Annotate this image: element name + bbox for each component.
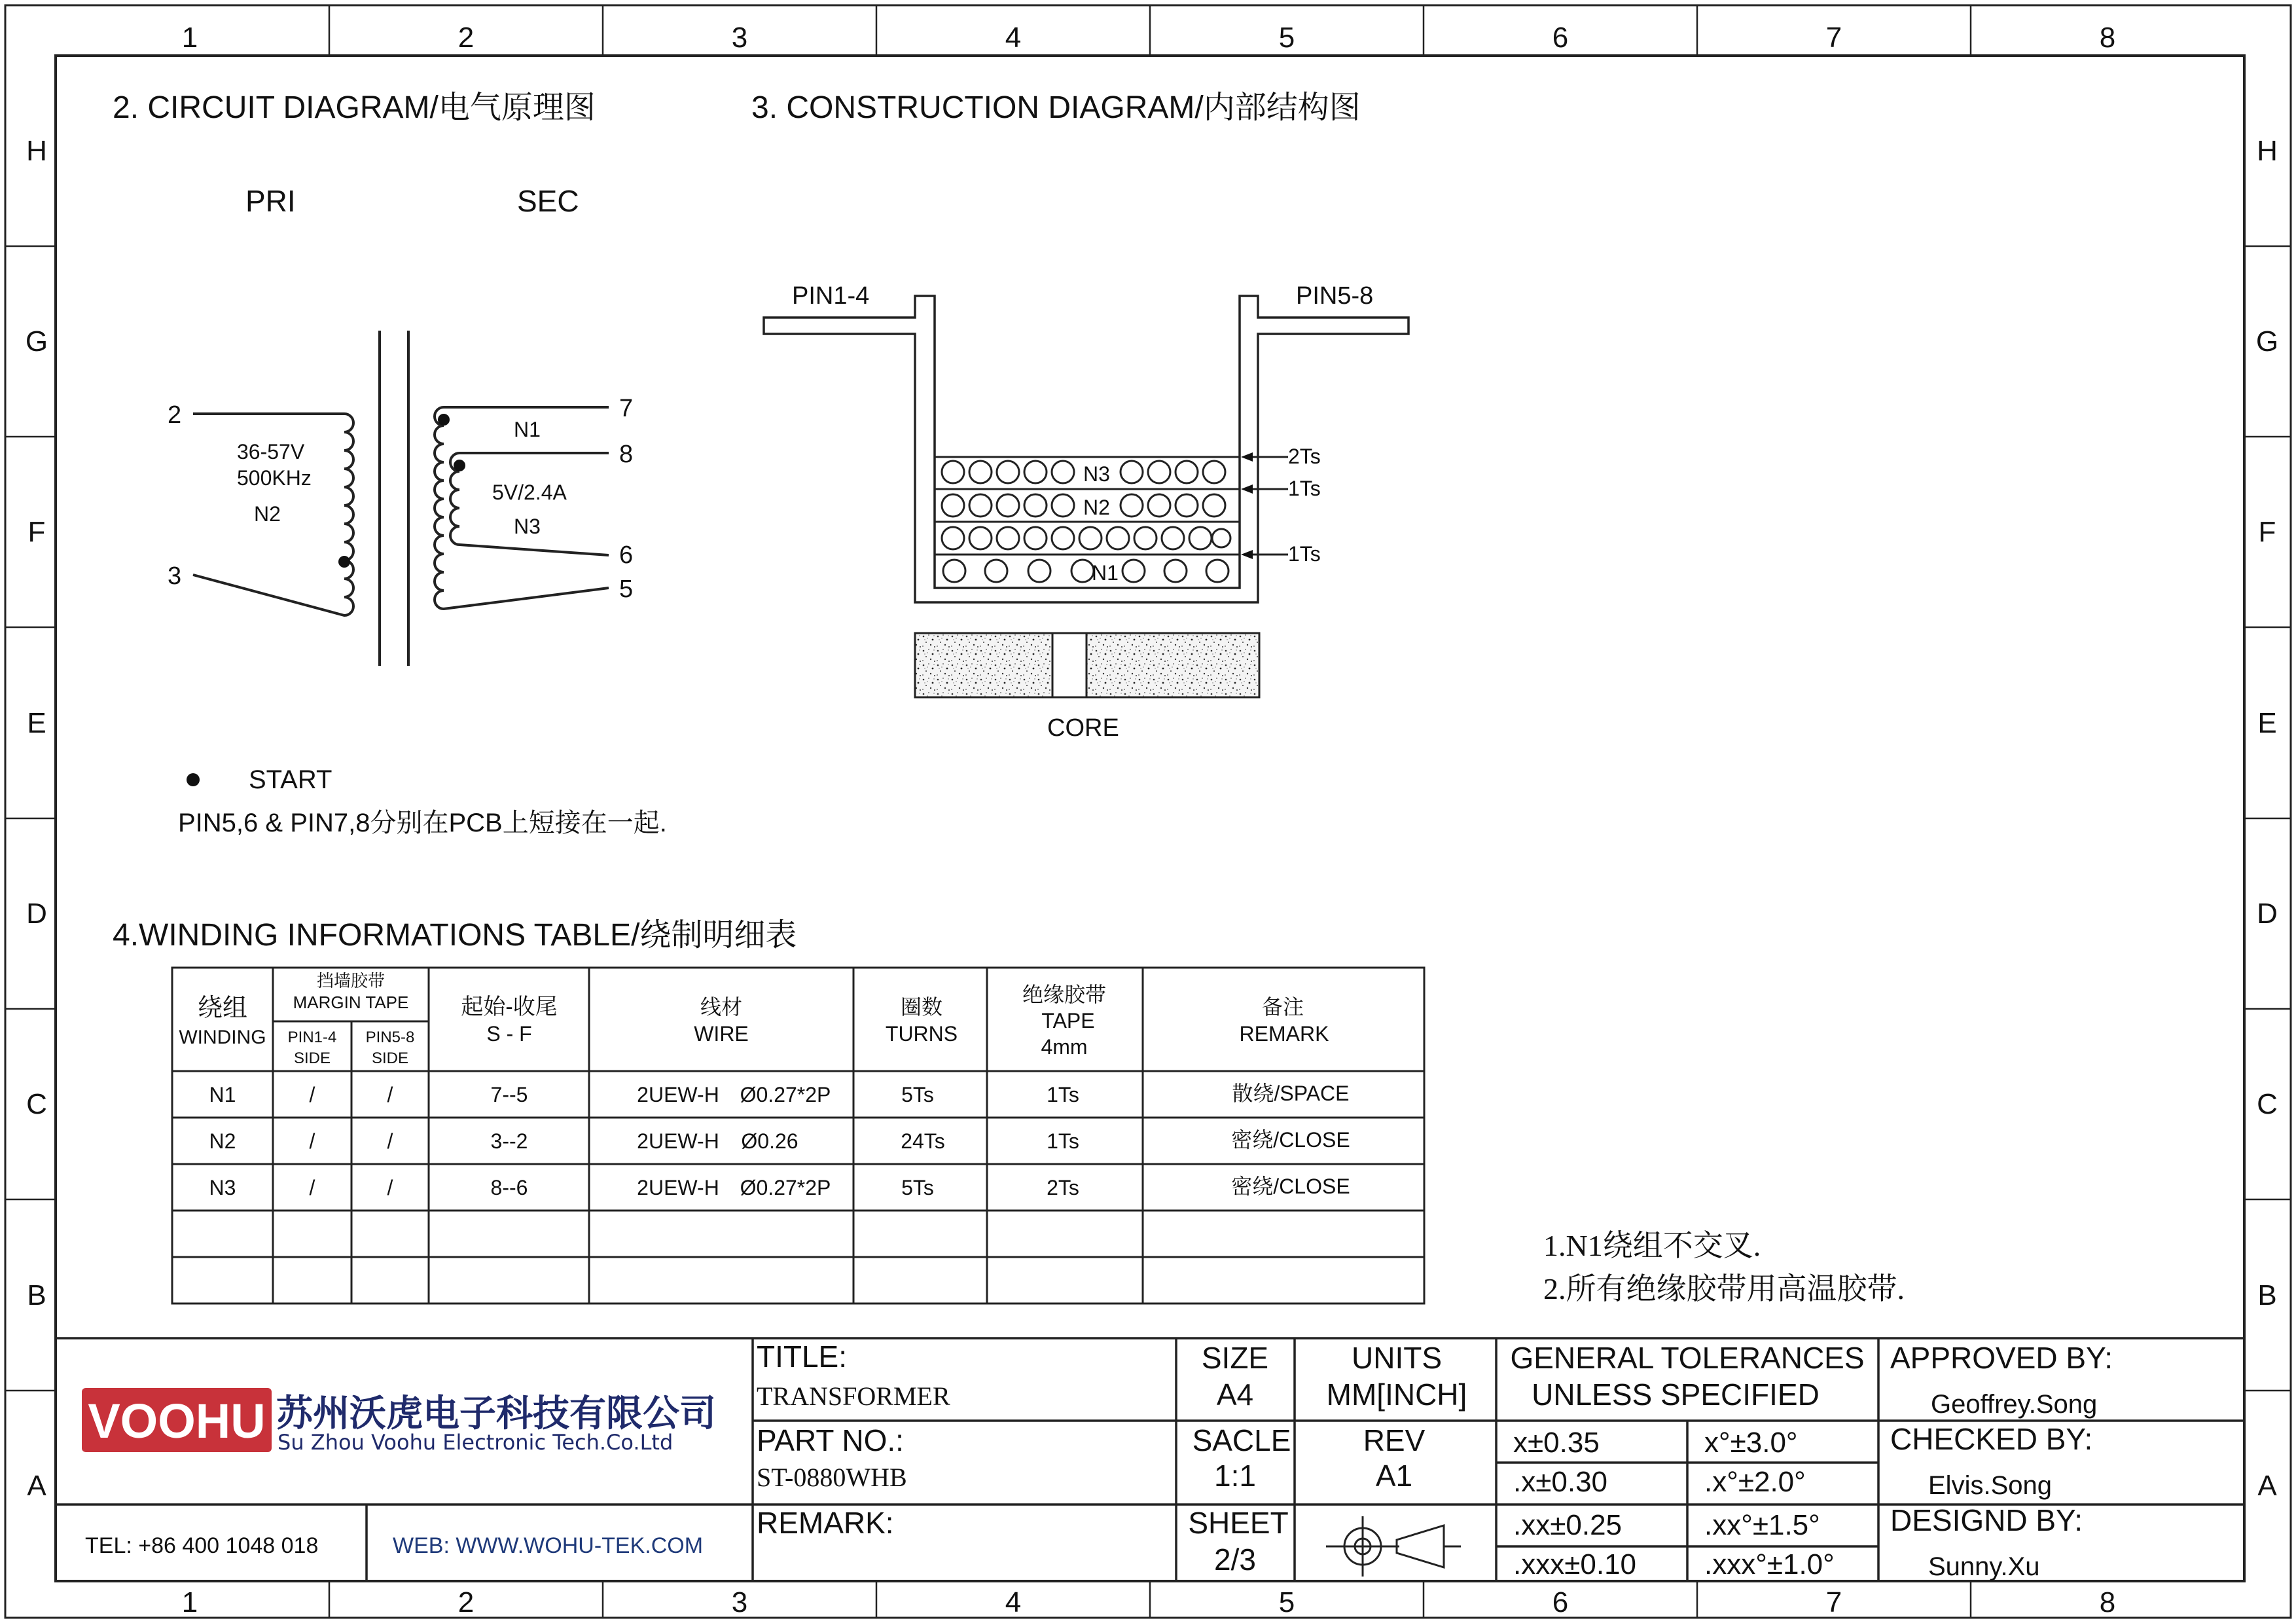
row3-margin1: /: [309, 1176, 315, 1199]
zone-row-h-right: H: [2257, 135, 2278, 167]
tolerance-title-2: UNLESS SPECIFIED: [1532, 1377, 1820, 1412]
units-value: MM[INCH]: [1326, 1377, 1467, 1412]
zone-row-a-right: A: [2257, 1470, 2277, 1502]
row2-margin2: /: [387, 1129, 393, 1153]
zone-row-c: C: [26, 1088, 47, 1120]
sheet-label: SHEET: [1188, 1506, 1289, 1540]
n1-label: N1: [514, 418, 541, 441]
title-value: TRANSFORMER: [757, 1381, 950, 1411]
approved-by-value: Geoffrey.Song: [1931, 1390, 2098, 1419]
note-2: 2.所有绝缘胶带用高温胶带.: [1543, 1272, 1905, 1305]
zone-col-2: 2: [457, 22, 475, 54]
zone-row-b: B: [27, 1279, 46, 1311]
short-pins-note: PIN5,6 & PIN7,8分别在PCB上短接在一起.: [178, 809, 667, 837]
row1-turns: 5Ts: [901, 1083, 934, 1106]
zone-col-7: 7: [1825, 22, 1842, 54]
row2-sf: 3--2: [490, 1129, 528, 1153]
zone-col-8: 8: [2099, 22, 2116, 54]
layer-n2-label: N2: [1083, 496, 1110, 519]
header-tape-mm: 4mm: [1041, 1035, 1088, 1059]
zone-row-d: D: [26, 898, 47, 930]
sec-label: SEC: [517, 184, 579, 218]
zone-col-4: 4: [1005, 22, 1022, 54]
row2-turns: 24Ts: [901, 1129, 945, 1153]
zone-col-6-bottom: 6: [1552, 1586, 1569, 1618]
secondary-n3-coil: [450, 453, 609, 555]
rev-value: A1: [1375, 1459, 1413, 1493]
row1-remark: 散绕/SPACE: [1232, 1082, 1350, 1105]
header-tape-cn: 绝缘胶带: [1022, 983, 1107, 1006]
start-legend-dot: [187, 773, 200, 786]
zone-col-5-bottom: 5: [1278, 1586, 1295, 1618]
zone-row-b-right: B: [2257, 1279, 2277, 1311]
title-label: TITLE:: [757, 1340, 848, 1374]
primary-start-dot: [338, 556, 350, 568]
checked-by-value: Elvis.Song: [1928, 1471, 2052, 1500]
pin-8-label: 8: [619, 441, 634, 468]
zone-row-c-right: C: [2257, 1088, 2278, 1120]
row3-sf: 8--6: [490, 1176, 528, 1199]
row3-winding: N3: [209, 1176, 236, 1199]
header-tape-en: TAPE: [1041, 1009, 1095, 1032]
row1-tape: 1Ts: [1047, 1083, 1079, 1106]
company-name-cn: 苏州沃虎电子科技有限公司: [276, 1393, 716, 1435]
row2-winding: N2: [209, 1129, 236, 1153]
scale-value: 1:1: [1214, 1459, 1256, 1493]
zone-row-e-right: E: [2257, 707, 2277, 739]
layer-n1-label: N1: [1092, 561, 1119, 585]
web-label: WEB: WWW.WOHU-TEK.COM: [393, 1533, 704, 1558]
header-sf-cn: 起始-收尾: [461, 994, 558, 1019]
size-value: A4: [1216, 1377, 1254, 1412]
tol-angular-2: .x°±2.0°: [1704, 1466, 1806, 1498]
tol-angular-1: x°±3.0°: [1704, 1427, 1798, 1459]
core-gap: [1052, 633, 1086, 697]
remark-label: REMARK:: [757, 1506, 894, 1540]
header-sf-en: S - F: [486, 1022, 532, 1046]
row2-tape: 1Ts: [1047, 1129, 1079, 1153]
zone-col-2-bottom: 2: [457, 1586, 475, 1618]
row2-remark: 密绕/CLOSE: [1231, 1128, 1350, 1152]
layer-n1-wires: [943, 560, 1229, 582]
zone-col-3-bottom: 3: [731, 1586, 748, 1618]
pin-2-label: 2: [168, 401, 182, 429]
header-remark-cn: 备注: [1261, 995, 1304, 1019]
pin-6-label: 6: [619, 541, 634, 569]
scale-label: SACLE: [1192, 1423, 1291, 1457]
header-winding-en: WINDING: [179, 1027, 266, 1048]
row3-tape: 2Ts: [1047, 1176, 1079, 1199]
row3-remark: 密绕/CLOSE: [1231, 1175, 1350, 1198]
pri-label: PRI: [245, 184, 296, 218]
tol-linear-1: x±0.35: [1513, 1427, 1600, 1459]
tol-angular-3: .xx°±1.5°: [1704, 1509, 1820, 1541]
pin-3-label: 3: [168, 562, 182, 590]
zone-col-5: 5: [1278, 22, 1295, 54]
zone-col-1-bottom: 1: [181, 1586, 198, 1618]
construction-diagram: [751, 90, 1408, 742]
tape-n3-label: 2Ts: [1288, 445, 1321, 468]
tel-label: TEL: +86 400 1048 018: [85, 1533, 319, 1558]
zone-col-7-bottom: 7: [1825, 1586, 1842, 1618]
designed-by-value: Sunny.Xu: [1928, 1552, 2040, 1581]
zone-row-g-right: G: [2255, 325, 2279, 357]
sec-output-label: 5V/2.4A: [492, 481, 567, 504]
header-pin58-side: SIDE: [371, 1049, 409, 1067]
row1-winding: N1: [209, 1083, 236, 1106]
sheet-value: 2/3: [1214, 1542, 1256, 1577]
approved-by-label: APPROVED BY:: [1890, 1341, 2113, 1375]
projection-symbol-icon: [1326, 1516, 1461, 1577]
header-wire-en: WIRE: [694, 1022, 749, 1046]
designed-by-label: DESIGND BY:: [1890, 1503, 2083, 1537]
row1-margin1: /: [309, 1083, 315, 1106]
pin-7-label: 7: [619, 395, 634, 422]
pin-5-label: 5: [619, 575, 634, 603]
tol-linear-4: .xxx±0.10: [1513, 1548, 1637, 1580]
circuit-heading: 2. CIRCUIT DIAGRAM/电气原理图: [113, 90, 596, 125]
part-number-label: PART NO.:: [757, 1423, 904, 1457]
header-margin-cn: 挡墙胶带: [316, 971, 386, 991]
header-margin-en: MARGIN TAPE: [293, 993, 409, 1012]
tol-angular-4: .xxx°±1.0°: [1704, 1548, 1835, 1580]
rev-label: REV: [1363, 1423, 1426, 1457]
row2-margin1: /: [309, 1129, 315, 1153]
header-remark-en: REMARK: [1239, 1022, 1329, 1046]
winding-table-heading: 4.WINDING INFORMATIONS TABLE/绕制明细表: [113, 918, 797, 953]
zone-col-3: 3: [731, 22, 748, 54]
winding-table: [113, 918, 1424, 1304]
zone-row-e: E: [27, 707, 46, 739]
n3-start-dot: [454, 460, 465, 471]
zone-col-1: 1: [181, 22, 198, 54]
pin-left-label: PIN1-4: [792, 282, 870, 310]
zone-row-f: F: [27, 516, 46, 548]
core-right-half: [1086, 633, 1259, 697]
tolerance-title-1: GENERAL TOLERANCES: [1510, 1341, 1865, 1375]
row3-wire-dia: Ø0.27*2P: [740, 1176, 831, 1199]
pin-right-label: PIN5-8: [1296, 282, 1374, 310]
notes: [1543, 1229, 1905, 1305]
core-left-half: [915, 633, 1052, 697]
row1-wire-dia: Ø0.27*2P: [740, 1083, 831, 1106]
pri-voltage-label: 36-57V: [237, 440, 305, 464]
note-1: 1.N1绕组不交叉.: [1543, 1229, 1761, 1262]
row2-wire-type: 2UEW-H: [637, 1129, 719, 1153]
zone-row-h: H: [26, 135, 47, 167]
zone-row-a: A: [27, 1470, 46, 1502]
header-wire-cn: 线材: [700, 995, 743, 1019]
row2-wire-dia: Ø0.26: [741, 1129, 798, 1153]
header-pin14: PIN1-4: [287, 1029, 337, 1046]
pri-frequency-label: 500KHz: [237, 466, 312, 490]
row3-margin2: /: [387, 1176, 393, 1199]
header-pin14-side: SIDE: [293, 1049, 331, 1067]
zone-row-d-right: D: [2257, 898, 2278, 930]
tol-linear-3: .xx±0.25: [1513, 1509, 1623, 1541]
tol-linear-2: .x±0.30: [1513, 1466, 1608, 1498]
company-name-en: Su Zhou Voohu Electronic Tech.Co.Ltd: [278, 1430, 673, 1455]
zone-col-4-bottom: 4: [1005, 1586, 1022, 1618]
zone-col-6: 6: [1552, 22, 1569, 54]
row1-sf: 7--5: [490, 1083, 528, 1106]
logo-text: VOOHU: [88, 1394, 266, 1448]
pri-winding-label: N2: [254, 502, 281, 526]
header-pin58: PIN5-8: [365, 1029, 415, 1046]
checked-by-label: CHECKED BY:: [1890, 1422, 2093, 1456]
layer-n3-label: N3: [1083, 462, 1110, 486]
zone-col-8-bottom: 8: [2099, 1586, 2116, 1618]
header-winding-cn: 绕组: [197, 994, 248, 1022]
row1-wire-type: 2UEW-H: [637, 1083, 719, 1106]
construction-heading: 3. CONSTRUCTION DIAGRAM/内部结构图: [751, 90, 1361, 125]
n1-start-dot: [438, 414, 450, 426]
row3-wire-type: 2UEW-H: [637, 1176, 719, 1199]
zone-row-f-right: F: [2258, 516, 2276, 548]
tape-n2-label: 1Ts: [1288, 477, 1321, 500]
tape-n1-label: 1Ts: [1288, 542, 1321, 566]
zone-row-g: G: [25, 325, 48, 357]
part-number-value: ST-0880WHB: [757, 1463, 907, 1492]
start-legend-label: START: [249, 765, 332, 794]
title-block: [56, 1338, 2244, 1581]
core-label: CORE: [1047, 714, 1119, 742]
units-label: UNITS: [1352, 1341, 1442, 1375]
header-turns-cn: 圈数: [900, 995, 943, 1019]
n3-label: N3: [514, 515, 541, 538]
circuit-diagram: [113, 90, 667, 837]
size-label: SIZE: [1201, 1341, 1269, 1375]
header-turns-en: TURNS: [885, 1022, 958, 1046]
row1-margin2: /: [387, 1083, 393, 1106]
row3-turns: 5Ts: [901, 1176, 934, 1199]
